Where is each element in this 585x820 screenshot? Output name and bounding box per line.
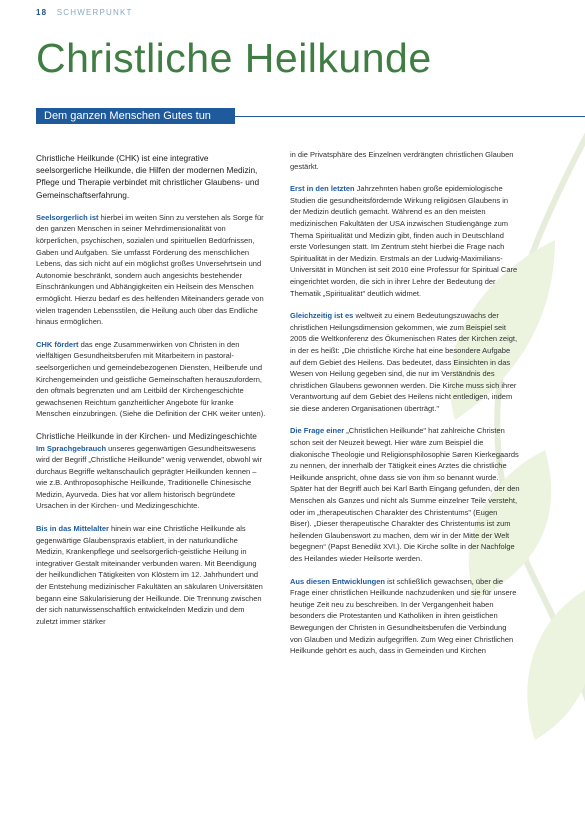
paragraph bbox=[290, 310, 520, 414]
subheading: Christliche Heilkunde in der Kirchen- und Medizingeschichte bbox=[36, 430, 257, 441]
page-number: 18 bbox=[36, 8, 48, 17]
page-title: Christliche Heilkunde bbox=[36, 35, 432, 81]
paragraph-lead: Seelsorgerlich ist bbox=[36, 212, 99, 222]
paragraph-lead: Die Frage einer bbox=[290, 426, 345, 436]
left-column bbox=[36, 152, 266, 638]
paragraph-text: weltweit zu einem Bedeutungszuwachs der christlichen Heilungsdimension gekommen, wie zum Beispiel seit 2005 die Weltkonferenz des Ökumenischen Rates der Kirchen zeigt, in der es heißt: „Die christliche Kirche hat eine besondere Aufgabe auf dem Gebiet des Heilens. Das bedeutet, dass Einsichten in das Wesen von Heilung gegeben sind, die nur im Verständnis des christlichen Glaubens gewonnen werden. Die Kirche muss sich ihrer Verantwortung auf dem Gebiet des Heilens nicht entledigen, indem sie diese anderen Organisationen überträgt." bbox=[290, 311, 518, 413]
paragraph-lead: Im Sprachgebrauch bbox=[36, 443, 107, 453]
section-label: SCHWERPUNKT bbox=[56, 8, 133, 17]
intro-paragraph: Christliche Heilkunde (CHK) ist eine integrative seelsorgerliche Heilkunde, die Hilfen der modernen Medizin, Pflege und Therapie verbindet mit christlicher Glaubens- und Gemeinschaftserfahrung. bbox=[36, 153, 260, 200]
paragraph-text: das enge Zusammenwirken von Christen in den vielfältigen Gesundheitsberufen mit Mitarbeitern in pastoral-seelsorgerlichen und gemeindebezogenen Diensten, Heilberufe und Kirchengemeinden und geistliche Gemeinschaften herauszufordern, den oftmals begrenzten und am Leitbild der Kirchengeschichte gewachsenen Reichtum ganzheitlicher Angebote für kranke Menschen einzubringen. (Siehe die Definition der CHK weiter unten). bbox=[36, 339, 266, 419]
section-banner: Dem ganzen Menschen Gutes tun bbox=[36, 108, 235, 124]
paragraph-text: ist schließlich gewachsen, über die Frage einer christlichen Heilkunde nachzudenken und sie für unsere heutige Zeit neu zu beschreiben. In der Vergangenheit haben besonders die Protestanten und Katholiken in ihren geistlichen Bewegungen der Christen in Gesundheitsberufen die Verbindung von Glauben und Medizin aufgegriffen. Zum Weg einer Christlichen Heilkunde gehört es auch, dass in Gemeinden und Kirchen bbox=[290, 576, 517, 656]
banner-rule bbox=[235, 116, 585, 117]
paragraph-lead: Bis in das Mittelalter bbox=[36, 524, 109, 534]
paragraph-text: „Christlichen Heilkunde" hat zahlreiche Christen schon seit der Neuzeit bewegt. Hier wäre zum Beispiel die diakonische Theologie und Religionsphilosophie Søren Kierkegaards zu nennen, der innerhalb der Tätigkeit eines Arztes die christliche Heilkunde anspricht, ohne dass sie von ihm so benannt wurde. Später hat der Begriff auch bei Karl Barth Eingang gefunden, der den Menschen als Ganzes und nicht als Summe einzelner Teile versteht, oder im „therapeutischen Charakter des Christentums" (Eugen Biser). „Dieser therapeutische Charakter des Christentums ist zum heilenden Glaubenswort zu machen, dem wir in der Mitte der Welt begegnen“ (Papst Benedikt XVI.). Die Kirche sollte in der Nachfolge des Heilandes wieder Heilsorte werden. bbox=[290, 426, 520, 563]
paragraph-lead: Gleichzeitig ist es bbox=[290, 311, 354, 321]
paragraph bbox=[36, 212, 266, 328]
paragraph bbox=[36, 339, 266, 420]
paragraph bbox=[290, 576, 520, 657]
right-column bbox=[290, 149, 520, 668]
paragraph bbox=[36, 523, 266, 627]
paragraph-text: hinein war eine Christliche Heilkunde als gegenwärtige Glaubenspraxis etabliert, in der naturkundliche Medizin, Krankenpflege und seelsorgerlich-geistliche Heilung in integrativer Gestalt miteinander verbunden waren. Mit Beendigung der heilkundlichen Tätigkeiten von Klöstern im 12. Jahrhundert und der Entstehung medizinischer Fakultäten an säkularen Universitäten begann eine Säkularisierung der Heilkunde. Die Trennung zwischen der sich naturwissenschaftlich entwickelnden Medizin und dem zuletzt immer stärker bbox=[36, 524, 263, 626]
paragraph bbox=[290, 425, 520, 564]
paragraph-text: unseres gegenwärtigen Gesundheitswesens wird der Begriff „Christliche Heilkunde" wenig verwendet, obwohl wir durchaus Begriffe weltanschaulich geprägter Heilkunden kennen – wie z.B. Anthroposophische Heilkunde, Traditionelle Chinesische Medizin, Ayurveda. Dies hat vor allem historisch begründete Ursachen in der Kirchen- und Medizingeschichte. bbox=[36, 443, 262, 511]
paragraph bbox=[290, 183, 520, 299]
page-header bbox=[36, 8, 133, 17]
paragraph bbox=[36, 443, 266, 513]
paragraph-text: hierbei im weiten Sinn zu verstehen als Sorge für den ganzen Menschen in seiner Mehrdimensionalität von körperlichen, psychischen, sozialen und spirituellen Bedürfnissen, Gaben und Aufgaben. Sie umfasst Förderung des menschlichen Lebens, das sich nicht auf ein möglichst großes Unversehrtsein und Autonomie beschränkt, sondern auch angesichts bestehender Einschränkungen und Abhängigkeiten ein Heilsein des Menschen ermöglicht. Hierzu bedarf es des helfenden Miteinanders gerade von vielen tragenden Lebensstilen, die Heilung auch über das Endliche hinaus ermöglichen. bbox=[36, 212, 264, 327]
paragraph: in die Privatsphäre des Einzelnen verdrängten christlichen Glauben gestärkt. bbox=[290, 150, 514, 171]
paragraph-lead: Aus diesen Entwicklungen bbox=[290, 576, 386, 586]
paragraph-lead: CHK fördert bbox=[36, 339, 79, 349]
paragraph-text: Jahrzehnten haben große epidemiologische Studien die gesundheitsfördernde Wirkung religiösen Glaubens in der Medizin deutlich gemacht. Während es an den meisten medizinischen Fakultäten der USA inzwischen Studiengänge zum Thema Spiritualität und Medizin gibt, finden auch in Deutschland erste Vorlesungen statt. Im Zentrum steht hierbei die Frage nach Spiritualität in der Medizin. Erstmals an der Ludwig-Maximilians-Universität in München ist seit 2010 eine Professur für Spiritual Care eingerichtet worden, die sich in ihrer Lehre der Bedeutung der Thematik „Spiritualität" deutlich widmet. bbox=[290, 184, 518, 298]
paragraph-lead: Erst in den letzten bbox=[290, 184, 355, 194]
